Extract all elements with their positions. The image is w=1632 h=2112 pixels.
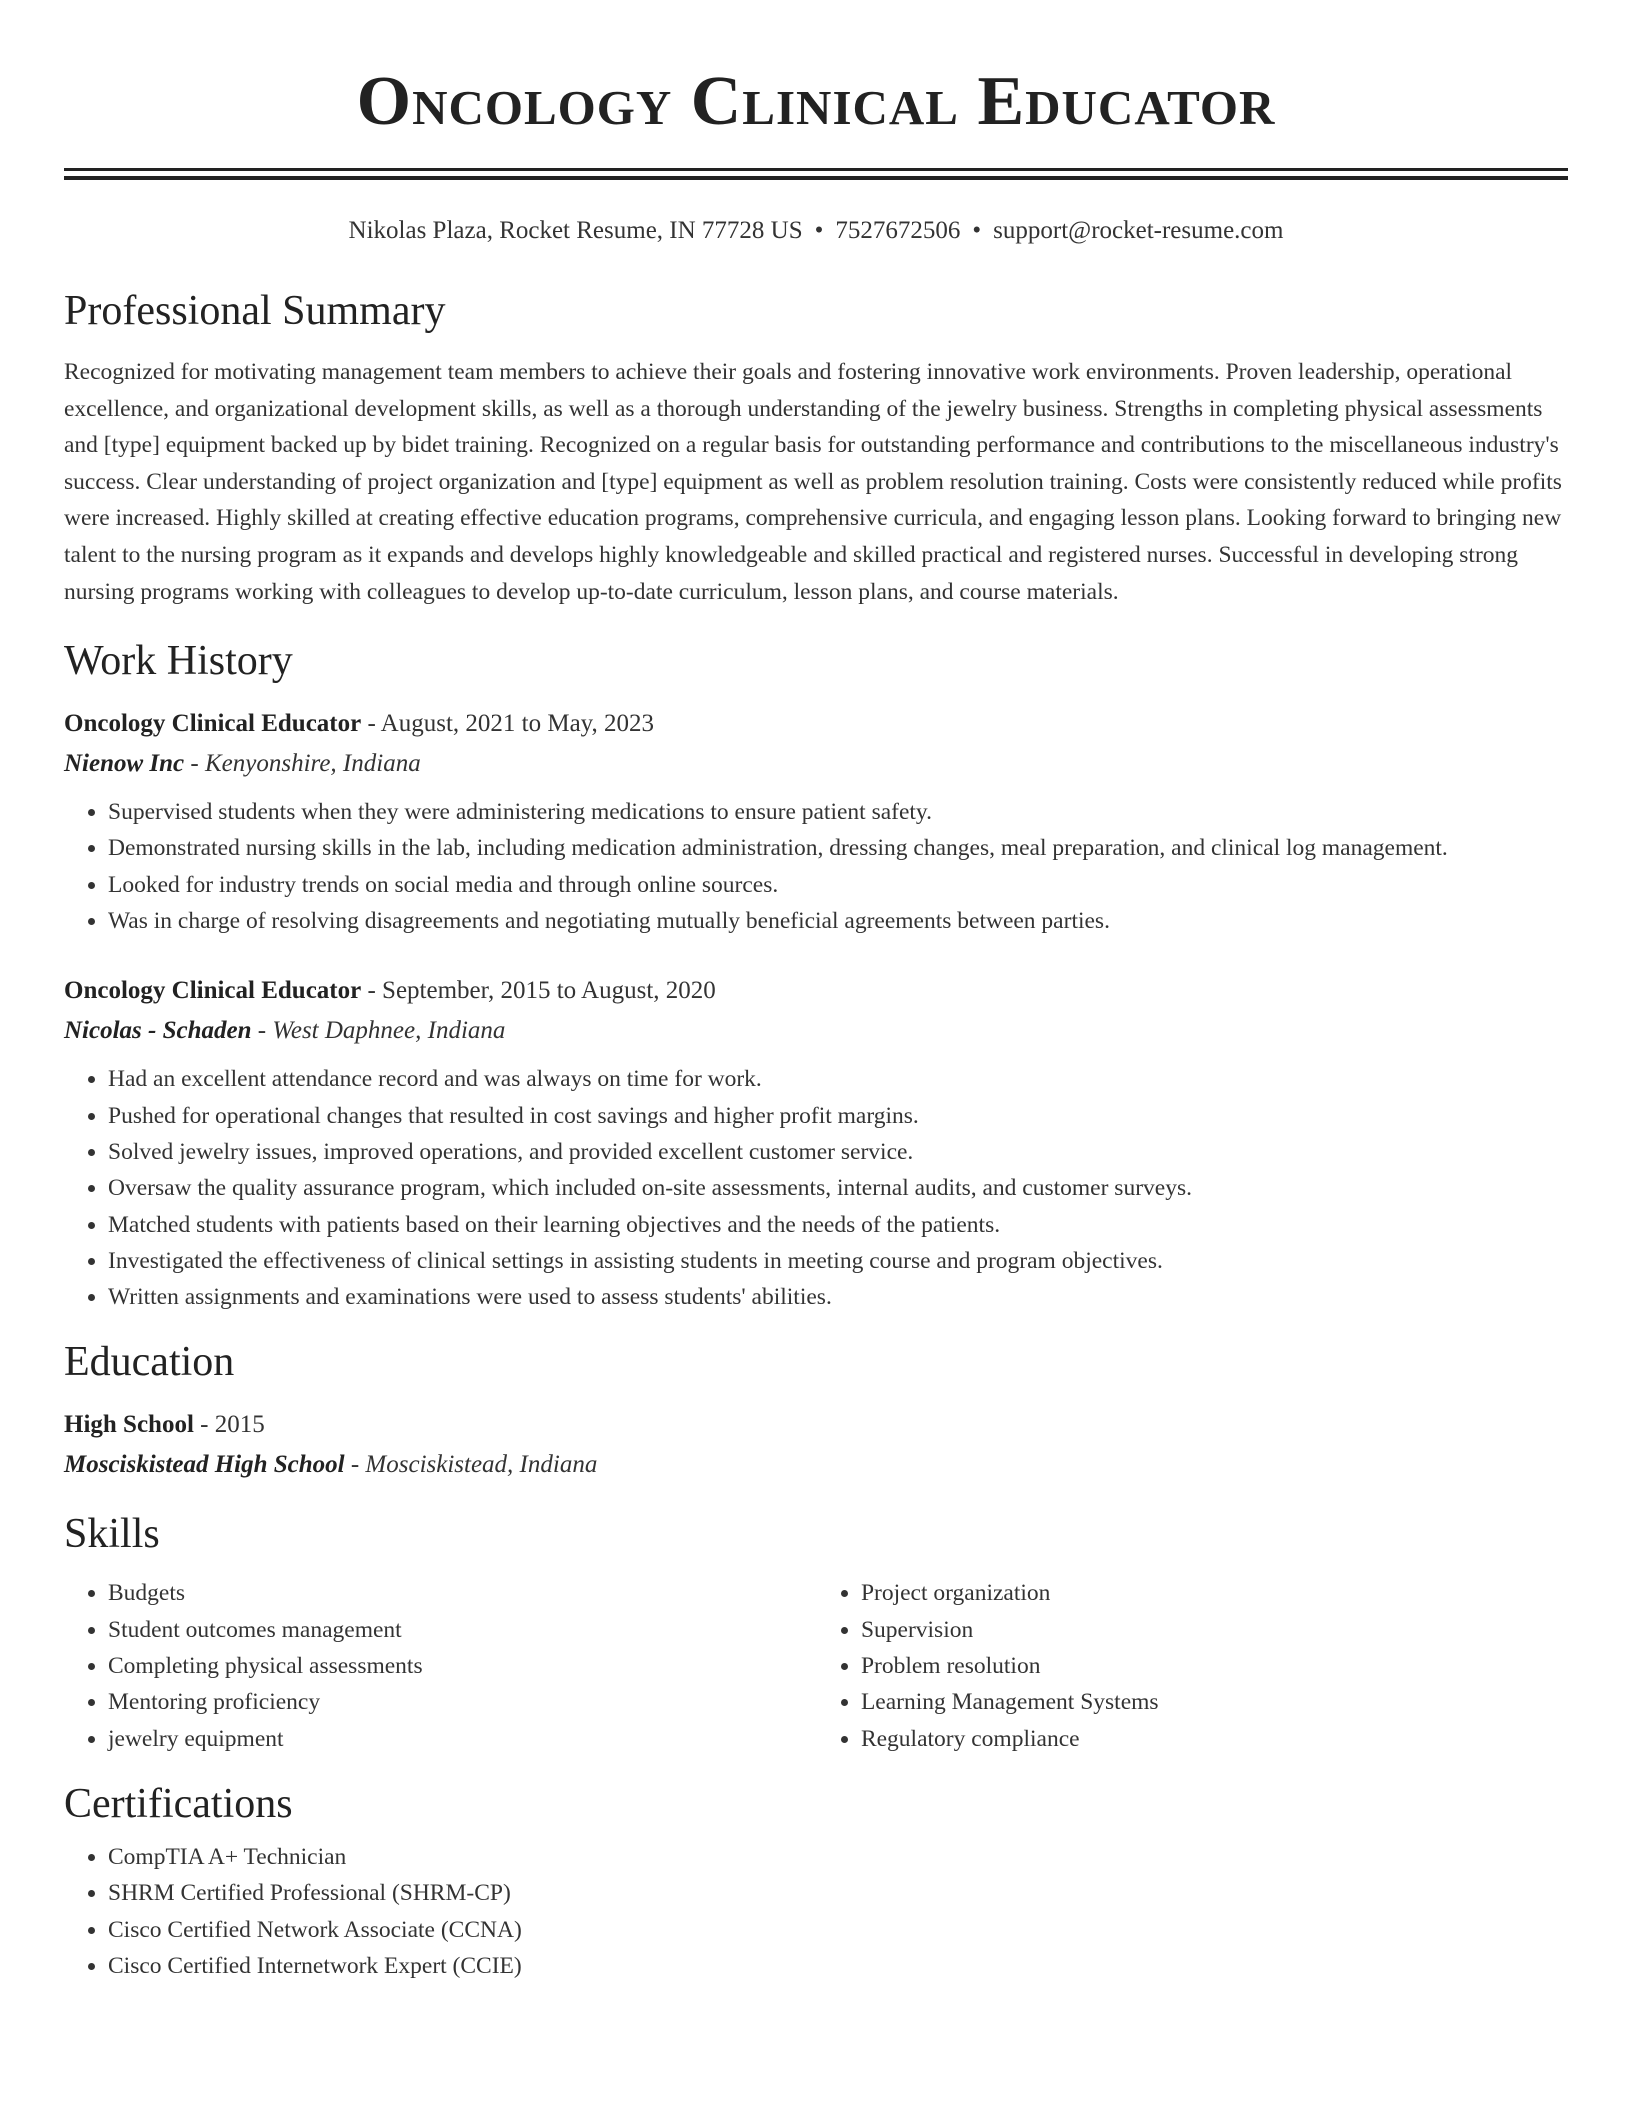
- summary-heading: Professional Summary: [64, 288, 446, 334]
- job-duty: • Oversaw the quality assurance program, which included on-site assessments, internal audits, and customer surveys.: [108, 1170, 1568, 1206]
- job-title-line: [64, 704, 1568, 744]
- employer-name: Nienow Inc: [64, 750, 185, 778]
- job-duty: • Pushed for operational changes that resulted in cost savings and higher profit margins.: [108, 1098, 1568, 1134]
- certifications-heading: Certifications: [64, 1780, 293, 1827]
- job-duty: • Matched students with patients based on their learning objectives and the needs of the patients.: [108, 1207, 1568, 1243]
- skills-heading: Skills: [64, 1511, 160, 1558]
- skill-item: • Supervision: [861, 1612, 1568, 1648]
- title-divider-top: [64, 168, 1568, 171]
- degree-line: [64, 1405, 1568, 1445]
- school-location: - Mosciskistead, Indiana: [344, 1451, 598, 1479]
- job-entry: [64, 704, 1568, 939]
- job-dates: - September, 2015 to August, 2020: [361, 977, 716, 1005]
- skill-item: • jewelry equipment: [108, 1721, 817, 1757]
- certification-item: • Cisco Certified Internetwork Expert (CCIE): [108, 1948, 1568, 1984]
- job-title-line: [64, 971, 1568, 1011]
- skills-columns: [64, 1575, 1568, 1756]
- certification-item: • CompTIA A+ Technician: [108, 1839, 1568, 1875]
- skill-item: • Budgets: [108, 1575, 817, 1611]
- contact-email: support@rocket-resume.com: [993, 217, 1284, 244]
- job-duty: • Supervised students when they were administering medications to ensure patient safety.: [108, 794, 1568, 830]
- skill-item: • Regulatory compliance: [861, 1721, 1568, 1757]
- contact-phone: 7527672506: [835, 217, 961, 244]
- resume-title: Oncology Clinical Educator: [356, 63, 1276, 140]
- contact-address: Nikolas Plaza, Rocket Resume, IN 77728 US: [348, 217, 803, 244]
- job-title: Oncology Clinical Educator: [64, 977, 362, 1005]
- school-name: Mosciskistead High School: [64, 1451, 345, 1479]
- skill-item: • Student outcomes management: [108, 1612, 817, 1648]
- contact-separator: •: [972, 217, 982, 244]
- certification-item: • Cisco Certified Network Associate (CCNA): [108, 1912, 1568, 1948]
- skill-item: • Project organization: [861, 1575, 1568, 1611]
- employer-location: - West Daphnee, Indiana: [251, 1017, 506, 1045]
- employer-line: [64, 744, 1568, 784]
- job-duty: • Investigated the effectiveness of clinical settings in assisting students in meeting course and program objectives.: [108, 1243, 1568, 1279]
- education-heading: Education: [64, 1339, 235, 1386]
- contact-line: [64, 216, 1568, 246]
- certifications-list: [64, 1839, 1568, 1984]
- contact-separator: •: [814, 217, 824, 244]
- employer-name: Nicolas - Schaden: [64, 1017, 252, 1045]
- title-divider-bottom: [64, 176, 1568, 180]
- skill-item: • Completing physical assessments: [108, 1648, 817, 1684]
- job-duties-list: [64, 1061, 1568, 1315]
- graduation-year: - 2015: [193, 1411, 265, 1439]
- certification-item: • SHRM Certified Professional (SHRM-CP): [108, 1875, 1568, 1911]
- skill-item: • Problem resolution: [861, 1648, 1568, 1684]
- job-title: Oncology Clinical Educator: [64, 710, 362, 738]
- summary-text: Recognized for motivating management team members to achieve their goals and fostering innovative work environments. Proven leadership, operational excellence, and organizational development skills, as well as a thorough understanding of the jewelry business. Strengths in completing physical assessments and [type] equipment backed up by bidet training. Recognized on a regular basis for outstanding performance and contributions to the miscellaneous industry's success. Clear understanding of project organization and [type] equipment as well as problem resolution training. Costs were consistently reduced while profits were increased. Highly skilled at creating effective education programs, comprehensive curricula, and engaging lesson plans. Looking forward to bringing new talent to the nursing program as it expands and develops highly knowledgeable and skilled practical and registered nurses. Successful in developing strong nursing programs working with colleagues to develop up-to-date curriculum, lesson plans, and course materials.: [64, 359, 1562, 605]
- skill-item: • Mentoring proficiency: [108, 1684, 817, 1720]
- skills-list-right: [817, 1575, 1568, 1756]
- work-history-heading: Work History: [64, 638, 293, 685]
- job-duties-list: [64, 794, 1568, 939]
- job-entry: [64, 971, 1568, 1315]
- employer-line: [64, 1011, 1568, 1051]
- job-duty: • Written assignments and examinations were used to assess students' abilities.: [108, 1279, 1568, 1315]
- job-duty: • Solved jewelry issues, improved operations, and provided excellent customer service.: [108, 1134, 1568, 1170]
- education-entry: [64, 1405, 1568, 1485]
- employer-location: - Kenyonshire, Indiana: [184, 750, 421, 778]
- job-duty: • Demonstrated nursing skills in the lab, including medication administration, dressing changes, meal preparation, and clinical log management.: [108, 830, 1568, 866]
- job-duty: • Had an excellent attendance record and was always on time for work.: [108, 1061, 1568, 1097]
- degree: High School: [64, 1411, 194, 1439]
- job-duty: • Looked for industry trends on social media and through online sources.: [108, 867, 1568, 903]
- job-duty: • Was in charge of resolving disagreements and negotiating mutually beneficial agreements between parties.: [108, 903, 1568, 939]
- skills-list-left: [64, 1575, 817, 1756]
- school-line: [64, 1445, 1568, 1485]
- skill-item: • Learning Management Systems: [861, 1684, 1568, 1720]
- job-dates: - August, 2021 to May, 2023: [361, 710, 655, 738]
